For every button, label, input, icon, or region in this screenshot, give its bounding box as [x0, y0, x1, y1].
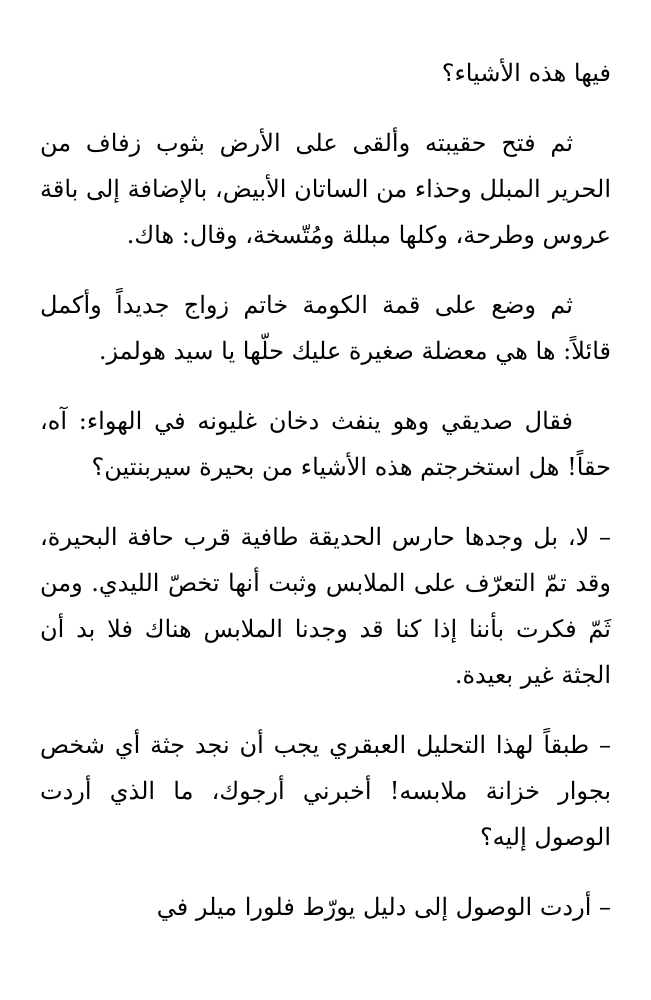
paragraph-holmes-retort: – طبقاً لهذا التحليل العبقري يجب أن نجد جثة أي شخص بجوار خزانة ملابسه! أخبرني أرجوك، ما الذي أردت الوصول إليه؟: [40, 731, 611, 851]
paragraph-flora-miller: – أردت الوصول إلى دليل يورّط فلورا ميلر في: [156, 893, 611, 921]
paragraph-holmes-question: فقال صديقي وهو ينفث دخان غليونه في الهواء: آه، حقاً! هل استخرجتم هذه الأشياء من بحيرة سيربنتين؟: [40, 407, 611, 481]
paragraph-continuation: فيها هذه الأشياء؟: [441, 59, 611, 87]
paragraph-wedding-ring: ثم وضع على قمة الكومة خاتم زواج جديداً وأكمل قائلاً: ها هي معضلة صغيرة عليك حلّها يا سيد هولمز.: [40, 291, 611, 365]
paragraph-bag-contents: ثم فتح حقيبته وألقى على الأرض بثوب زفاف من الحرير المبلل وحذاء من الساتان الأبيض، بالإضافة إلى باقة عروس وطرحة، وكلها مبللة ومُتّسخة، وقال: هاك.: [40, 129, 611, 249]
paragraph-park-keeper: – لا، بل وجدها حارس الحديقة طافية قرب حافة البحيرة، وقد تمّ التعرّف على الملابس وثبت أنها تخصّ الليدي. ومن ثَمّ فكرت بأننا إذا كنا قد وجدنا الملابس هناك فلا بد أن الجثة غير بعيدة.: [40, 523, 611, 689]
